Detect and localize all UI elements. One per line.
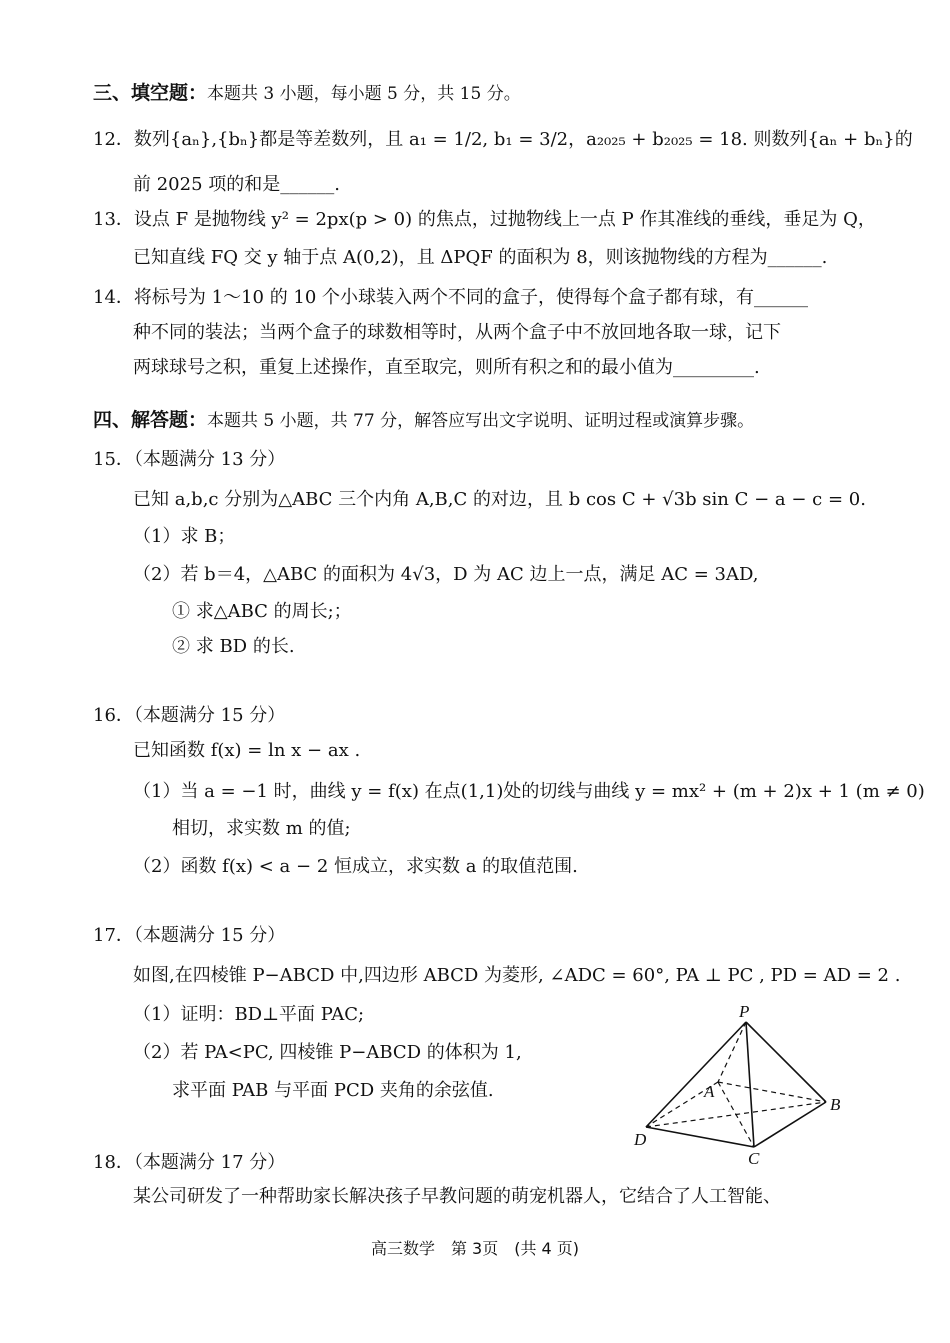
q16-stem: 已知函数 f(x) = ln x − ax .	[133, 740, 361, 761]
q15-stem: 已知 a,b,c 分别为△ABC 三个内角 A,B,C 的对边，且 b cos C + √3b sin C − a − c = 0.	[133, 489, 866, 510]
q15-part2-sub1: ① 求△ABC 的周长;；	[172, 601, 352, 622]
q16-header: 16．（本题满分 15 分）	[93, 705, 286, 726]
q12-line1: 12．数列{aₙ},{bₙ}都是等差数列，且 a₁ = 1/2, b₁ = 3/2，a₂₀₂₅ + b₂₀₂₅ = 18. 则数列{aₙ + bₙ}的	[93, 129, 913, 150]
edge-DC	[646, 1127, 754, 1147]
q14-line1: 14．将标号为 1～10 的 10 个小球装入两个不同的盒子，使得每个盒子都有球，有______	[93, 287, 809, 308]
q13-line1: 13．设点 F 是抛物线 y² = 2px(p > 0) 的焦点，过抛物线上一点 P 作其准线的垂线，垂足为 Q，	[93, 209, 876, 230]
section3-title: 三、填空题：	[93, 82, 208, 104]
q17-stem: 如图,在四棱锥 P−ABCD 中,四边形 ABCD 为菱形, ∠ADC = 60°, PA ⊥ PC , PD = AD = 2 .	[133, 965, 901, 986]
q17-part2-cont: 求平面 PAB 与平面 PCD 夹角的余弦值.	[172, 1080, 494, 1101]
q15-header: 15．（本题满分 13 分）	[93, 449, 286, 470]
q15-part2: （2）若 b＝4，△ABC 的面积为 4√3，D 为 AC 边上一点，满足 AC = 3AD,	[133, 564, 759, 585]
q18-header: 18．（本题满分 17 分）	[93, 1152, 286, 1173]
label-C: C	[748, 1149, 760, 1167]
q16-part1: （1）当 a = −1 时，曲线 y = f(x) 在点(1,1)处的切线与曲线 y = mx² + (m + 2)x + 1 (m ≠ 0)	[133, 781, 925, 802]
q16-part1-cont: 相切，求实数 m 的值;	[172, 818, 351, 839]
q16-part2: （2）函数 f(x) < a − 2 恒成立，求实数 a 的取值范围.	[133, 856, 578, 877]
section4-heading	[93, 407, 754, 434]
q18-stem: 某公司研发了一种帮助家长解决孩子早教问题的萌宠机器人，它结合了人工智能、	[133, 1186, 781, 1207]
section4-note: 本题共 5 小题，共 77 分，解答应写出文字说明、证明过程或演算步骤。	[207, 411, 755, 431]
q14-line3: 两球球号之积，重复上述操作，直至取完，则所有积之和的最小值为_________.	[133, 357, 760, 378]
section3-heading	[93, 80, 521, 107]
pyramid-figure	[628, 1002, 858, 1167]
q17-header: 17．（本题满分 15 分）	[93, 925, 286, 946]
section3-note: 本题共 3 小题，每小题 5 分，共 15 分。	[207, 84, 521, 104]
label-A: A	[704, 1082, 715, 1101]
edge-CB	[754, 1102, 826, 1147]
edge-PC	[746, 1022, 754, 1147]
q14-line2: 种不同的装法；当两个盒子的球数相等时，从两个盒子中不放回地各取一球，记下	[133, 322, 781, 343]
page-footer: 高三数学 第 3页 (共 4 页)	[370, 1239, 580, 1258]
q15-part2-sub2: ② 求 BD 的长.	[172, 636, 295, 657]
section4-title: 四、解答题：	[93, 409, 208, 431]
edge-PA	[718, 1022, 746, 1082]
label-P: P	[739, 1002, 750, 1021]
label-D: D	[634, 1130, 647, 1149]
edge-PD	[646, 1022, 746, 1127]
label-B: B	[830, 1095, 841, 1114]
q15-part1: （1）求 B；	[133, 526, 236, 547]
q13-line2: 已知直线 FQ 交 y 轴于点 A(0,2)，且 ΔPQF 的面积为 8，则该抛物线的方程为______.	[133, 247, 828, 268]
q17-part2: （2）若 PA<PC, 四棱锥 P−ABCD 的体积为 1,	[133, 1042, 522, 1063]
diag-DB	[646, 1102, 826, 1127]
q12-line2: 前 2025 项的和是______.	[133, 174, 340, 195]
q17-part1: （1）证明：BD⊥平面 PAC;	[133, 1004, 365, 1025]
